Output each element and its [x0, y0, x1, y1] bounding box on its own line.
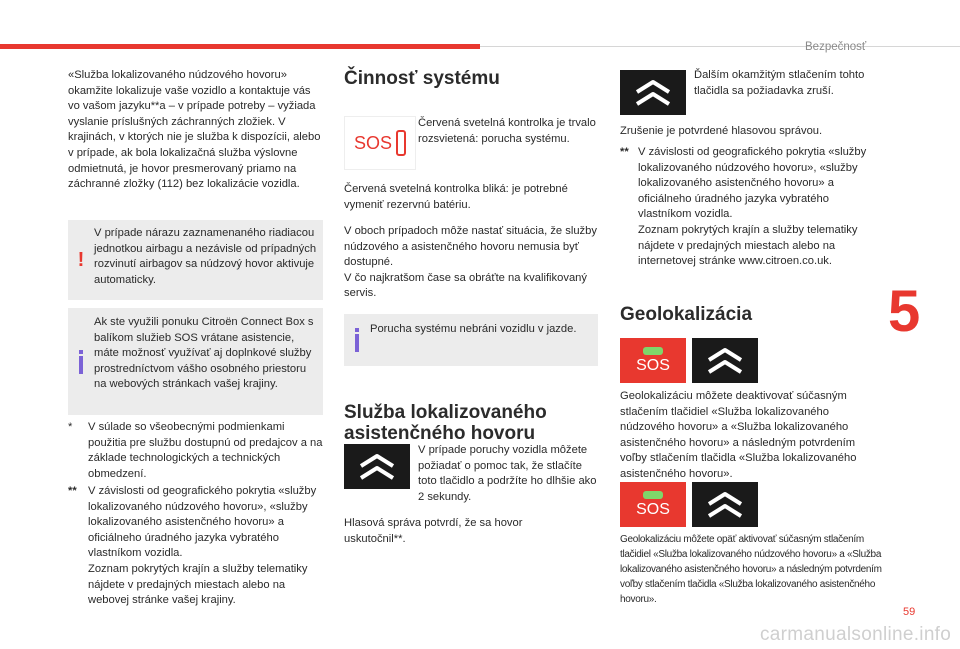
- watermark: carmanualsonline.info: [760, 624, 952, 645]
- cancel-confirmation: Zrušenie je potvrdené hlasovou správou.: [620, 125, 823, 137]
- info-note-text: Ak ste využili ponuku Citroën Connect Box s balíkom služieb SOS vrátane asistencie, máte možnosť využívať aj doplnkové služby prostredníctvom vášho osobného priestoru na webových stránkach vašej krajiny.: [94, 316, 314, 391]
- heading-geolocation: Geolokalizácia: [620, 304, 753, 325]
- sos-button[interactable]: [620, 338, 686, 383]
- voice-confirmation: Hlasová správa potvrdí, že sa hovor uskutočnil**.: [344, 517, 523, 545]
- footnote-3-text: V závislosti od geografického pokrytia «služby lokalizovaného núdzového hovoru», «služby lokalizovaného asistenčného hovoru» a oficiálneho úradného jazyka vybratého vlastníkom vozidla. Zoznam pokrytých krajín a služby telematiky nájdete v predajných miestach alebo na internetovej stránke www.citroen.co.uk.: [638, 146, 867, 268]
- sos-button-label: SOS: [636, 356, 670, 374]
- sos-button-label: SOS: [636, 500, 670, 518]
- warning-note-text: V prípade nárazu zaznamenaného riadiacou jednotkou airbagu a nezávisle od prípadných rozvinutí airbagov sa núdzový hovor aktivuje automaticky.: [94, 227, 317, 286]
- sos-button-led: [643, 347, 663, 355]
- assistance-button-geo-2[interactable]: [692, 482, 758, 527]
- info-icon: [79, 350, 83, 374]
- lamp-indicator-icon: [396, 130, 406, 156]
- footnote-3: ** V závislosti od geografického pokrytia «služby lokalizovaného núdzového hovoru», «služby lokalizovaného asistenčného hovoru» a oficiálneho úradného jazyka vybratého vlastníkom vozidla. Zoznam pokrytých krajín a služby telematiky nájdete v predajných miestach alebo na internetovej stránke www.citroen.co.uk.: [620, 145, 880, 270]
- page-number: 59: [903, 606, 916, 618]
- sos-button-2[interactable]: [620, 482, 686, 527]
- sos-button-led: [643, 491, 663, 499]
- info-note: [68, 308, 323, 415]
- heading-assistance-call: Služba lokalizovaného asistenčného hovoru: [344, 402, 547, 444]
- header-accent-bar: [0, 44, 480, 49]
- footnote-2-text: V závislosti od geografického pokrytia «služby lokalizovaného núdzového hovoru», «služby lokalizovaného asistenčného hovoru» a oficiálneho úradného jazyka vybratého vlastníkom vozidla. Zoznam pokrytých krajín a služby telematiky nájdete v predajných miestach alebo na webovej stránke vašej krajiny.: [88, 485, 317, 607]
- sos-warning-lamp: [344, 116, 416, 170]
- header-rule: [480, 46, 960, 47]
- intro-paragraph: «Služba lokalizovaného núdzového hovoru» okamžite lokalizuje vaše vozidlo a kontaktuje vás vo vašom jazyku**a – v prípade potreby – vyžiada vyslanie príslušných záchranných zložiek. V krajinách, v ktorých nie je služba k dispozícii, alebo v prípade, ak bola lokalizačná služba výslovne odmietnutá, je hovor presmerovaný priamo na záchranné zložky (112) bez lokalizácie vozidla.: [68, 69, 321, 191]
- both-cases-paragraph: V oboch prípadoch môže nastať situácia, že služby núdzového a asistenčného hovoru nemusia byť dostupné. V čo najkratšom čase sa obráťte na kvalifikovaný servis.: [344, 225, 597, 300]
- footnote-2: ** V závislosti od geografického pokrytia «služby lokalizovaného núdzového hovoru», «služby lokalizovaného asistenčného hovoru» a oficiálneho úradného jazyka vybratého vlastníkom vozidla. Zoznam pokrytých krajín a služby telematiky nájdete v predajných miestach alebo na webovej stránke vašej krajiny.: [68, 484, 323, 609]
- deactivate-paragraph: Geolokalizáciu môžete deaktivovať súčasným stlačením tlačidiel «Služba lokalizovaného núdzového hovoru» a «Služba lokalizovaného asistenčného hovoru» a následným potvrdením voľby stlačením tlačidla «Služba lokalizovaného asistenčného hovoru».: [620, 390, 857, 480]
- citroen-chevron-icon: [705, 346, 745, 376]
- chapter-number: 5: [888, 279, 921, 344]
- warning-icon: !: [77, 249, 85, 271]
- info-icon: [355, 328, 359, 352]
- assistance-button-cancel[interactable]: [620, 70, 686, 115]
- blink-paragraph: Červená svetelná kontrolka bliká: je potrebné vymeniť rezervnú batériu.: [344, 183, 568, 211]
- assistance-button[interactable]: [344, 444, 410, 489]
- info-note-2-text: Porucha systému nebráni vozidlu v jazde.: [370, 323, 577, 335]
- info-note-2: [344, 314, 598, 366]
- assistance-button-geo[interactable]: [692, 338, 758, 383]
- footnote-1-text: V súlade so všeobecnými podmienkami použitia pre službu dostupnú od predajcov a na základe technologických a technických obmedzení.: [88, 421, 323, 480]
- citroen-chevron-icon: [705, 490, 745, 520]
- citroen-chevron-icon: [633, 78, 673, 108]
- warning-note: [68, 220, 323, 300]
- citroen-chevron-icon: [357, 452, 397, 482]
- heading-system-operation: Činnosť systému: [344, 68, 500, 89]
- assistance-description: V prípade poruchy vozidla môžete požiadať o pomoc tak, že stlačíte toto tlačidlo a podržíte ho dlhšie ako 2 sekundy.: [418, 444, 597, 503]
- sos-lamp-label: SOS: [353, 132, 392, 153]
- reactivate-paragraph: Geolokalizáciu môžete opäť aktivovať súčasným stlačením tlačidiel «Služba lokalizovaného núdzového hovoru» a «Služba lokalizovaného asistenčného hovoru» a následným potvrdením voľby stlačením tlačidla «Služba lokalizovaného asistenčného hovoru».: [620, 534, 882, 605]
- footnote-1: * V súlade so všeobecnými podmienkami použitia pre službu dostupnú od predajcov a na základe technologických a technických obmedzení.: [68, 420, 323, 482]
- cancel-description: Ďalším okamžitým stlačením tohto tlačidla sa požiadavka zruší.: [694, 69, 865, 97]
- sos-lamp-description: Červená svetelná kontrolka je trvalo rozsvietená: porucha systému.: [418, 117, 596, 145]
- section-title: Bezpečnosť: [805, 41, 867, 53]
